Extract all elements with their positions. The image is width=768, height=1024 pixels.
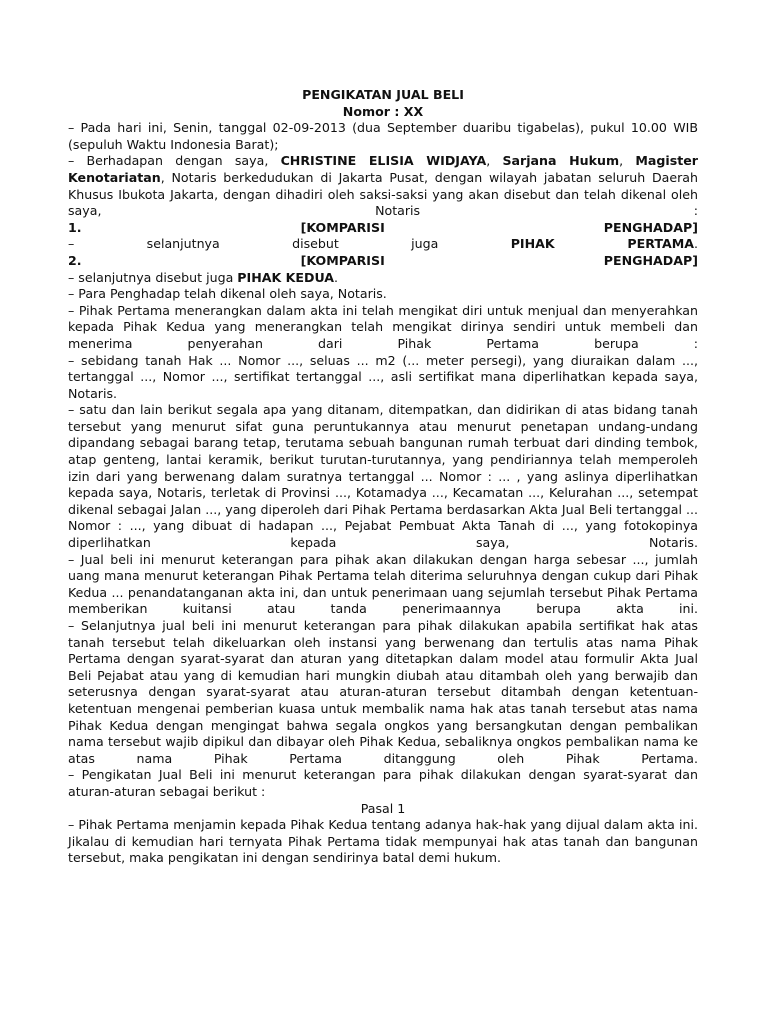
document-page — [68, 87, 698, 867]
paragraph-pihak-kedua — [68, 270, 698, 287]
paragraph-syarat: – Pengikatan Jual Beli ini menurut keterangan para pihak dilakukan dengan syarat-syarat dan aturan-aturan sebagai berikut : — [68, 767, 698, 799]
notary-intro: – Berhadapan dengan saya, — [68, 153, 281, 169]
paragraph-pihak-pertama — [68, 236, 698, 253]
paragraph-mengikat: – Pihak Pertama menerangkan dalam akta ini telah mengikat diri untuk menjual dan menyerahkan kepada Pihak Kedua yang menerangkan telah mengikat dirinya sendiri untuk membeli dan menerima penyerahan dari Pihak Pertama berupa : — [68, 302, 698, 351]
document-number: Nomor : XX — [342, 103, 424, 119]
komparisi-1: 1. [KOMPARISI PENGHADAP] — [68, 219, 698, 235]
pihak-pertama-end: . — [693, 236, 698, 252]
notary-sep-2: , — [619, 153, 636, 169]
pihak-kedua-end: . — [334, 269, 339, 285]
paragraph-sertifikat: – Selanjutnya jual beli ini menurut keterangan para pihak dilakukan apabila sertifikat hak atas tanah tersebut telah dikeluarkan oleh instansi yang berwenang dan tertulis atas nama Pihak Pertama dengan syarat-syarat dan aturan yang ditetapkan dalam model atau formulir Akta Jual Beli Pejabat atau yang di kemudian hari mungkin diubah atau ditambah oleh yang berwajib dan seterusnya dengan syarat-syarat atau aturan-aturan tersebut ditambah dengan ketentuan-ketentuan mengenai pemberian kuasa untuk membalik nama hak atas tanah tersebut atas nama Pihak Kedua dengan mengingat bahwa segala ongkos yang bersangkutan dengan pembalikan nama tersebut wajib dipikul dan dibayar oleh Pihak Kedua, sebaliknya ongkos pembalikan nama ke atas nama Pihak Pertama ditanggung oleh Pihak Pertama. — [68, 618, 698, 766]
notary-sep-1: , — [486, 153, 503, 169]
paragraph-pasal-1: – Pihak Pertama menjamin kepada Pihak Kedua tentang adanya hak-hak yang dijual dalam akta ini. Jikalau di kemudian hari ternyata Pihak Pertama tidak mempunyai hak atas tanah dan bangunan tersebut, maka pengikatan ini dengan sendirinya batal demi hukum. — [68, 817, 698, 866]
paragraph-penghadap: – Para Penghadap telah dikenal oleh saya, Notaris. — [68, 286, 387, 302]
paragraph-bangunan: – satu dan lain berikut segala apa yang ditanam, ditempatkan, dan didirikan di atas bidang tanah tersebut yang menurut sifat guna peruntukannya atau menurut penetapan undang-undang dipandang sebagai barang tetap, terutama sebuah bangunan rumah terbuat dari dinding tembok, atap genteng, lantai keramik, berikut turutan-turutannya, yang pendiriannya telah memperoleh izin dari yang berwenang dalam suratnya tertanggal ... Nomor : ... , yang aslinya diperlihatkan kepada saya, Notaris, terletak di Provinsi ..., Kotamadya ..., Kecamatan ..., Kelurahan ..., setempat dikenal sebagai Jalan ..., yang diperoleh dari Pihak Pertama berdasarkan Akta Jual Beli tertanggal ... Nomor : ..., yang dibuat di hadapan ..., Pejabat Pembuat Akta Tanah di ..., yang fotokopinya diperlihatkan kepada saya, Notaris. — [68, 402, 698, 551]
paragraph-tanah: – sebidang tanah Hak ... Nomor ..., seluas ... m2 (... meter persegi), yang diuraikan dalam ..., tertanggal ..., Nomor ..., sertifikat tertanggal ..., asli sertifikat mana diperlihatkan kepada saya, Notaris. — [68, 352, 698, 401]
komparisi-2: 2. [KOMPARISI PENGHADAP] — [68, 252, 698, 268]
pasal-heading: Pasal 1 — [360, 800, 406, 816]
paragraph-harga: – Jual beli ini menurut keterangan para pihak akan dilakukan dengan harga sebesar ..., jumlah uang mana menurut keterangan Pihak Pertama telah diterima seluruhnya dengan cukup dari Pihak Kedua ... penandatanganan akta ini, dan untuk penerimaan uang sejumlah tersebut Pihak Pertama memberikan kuitansi atau tanda penerimaannya berupa akta ini. — [68, 551, 698, 617]
pihak-kedua-label: PIHAK KEDUA — [237, 269, 335, 285]
notary-degree-1: Sarjana Hukum — [502, 153, 620, 169]
pihak-pertama-label: PIHAK PERTAMA — [510, 236, 694, 252]
pihak-kedua-intro: – selanjutnya disebut juga — [68, 269, 238, 285]
notary-name: CHRISTINE ELISIA WIDJAYA — [280, 153, 487, 169]
pihak-pertama-intro: – selanjutnya disebut juga — [68, 236, 511, 252]
paragraph-date: – Pada hari ini, Senin, tanggal 02-09-2013 (dua September duaribu tigabelas), pukul 10.00 WIB (sepuluh Waktu Indonesia Barat); — [68, 120, 698, 152]
document-title: PENGIKATAN JUAL BELI — [302, 87, 464, 102]
notary-details: , Notaris berkedudukan di Jakarta Pusat, dengan wilayah jabatan seluruh Daerah Khusus Ibukota Jakarta, dengan dihadiri oleh saksi-saksi yang akan disebut dan telah dikenal oleh saya, Notaris : — [68, 169, 698, 219]
notary-degree-2: Magister Kenotariatan — [68, 153, 698, 185]
paragraph-notary — [68, 153, 698, 219]
